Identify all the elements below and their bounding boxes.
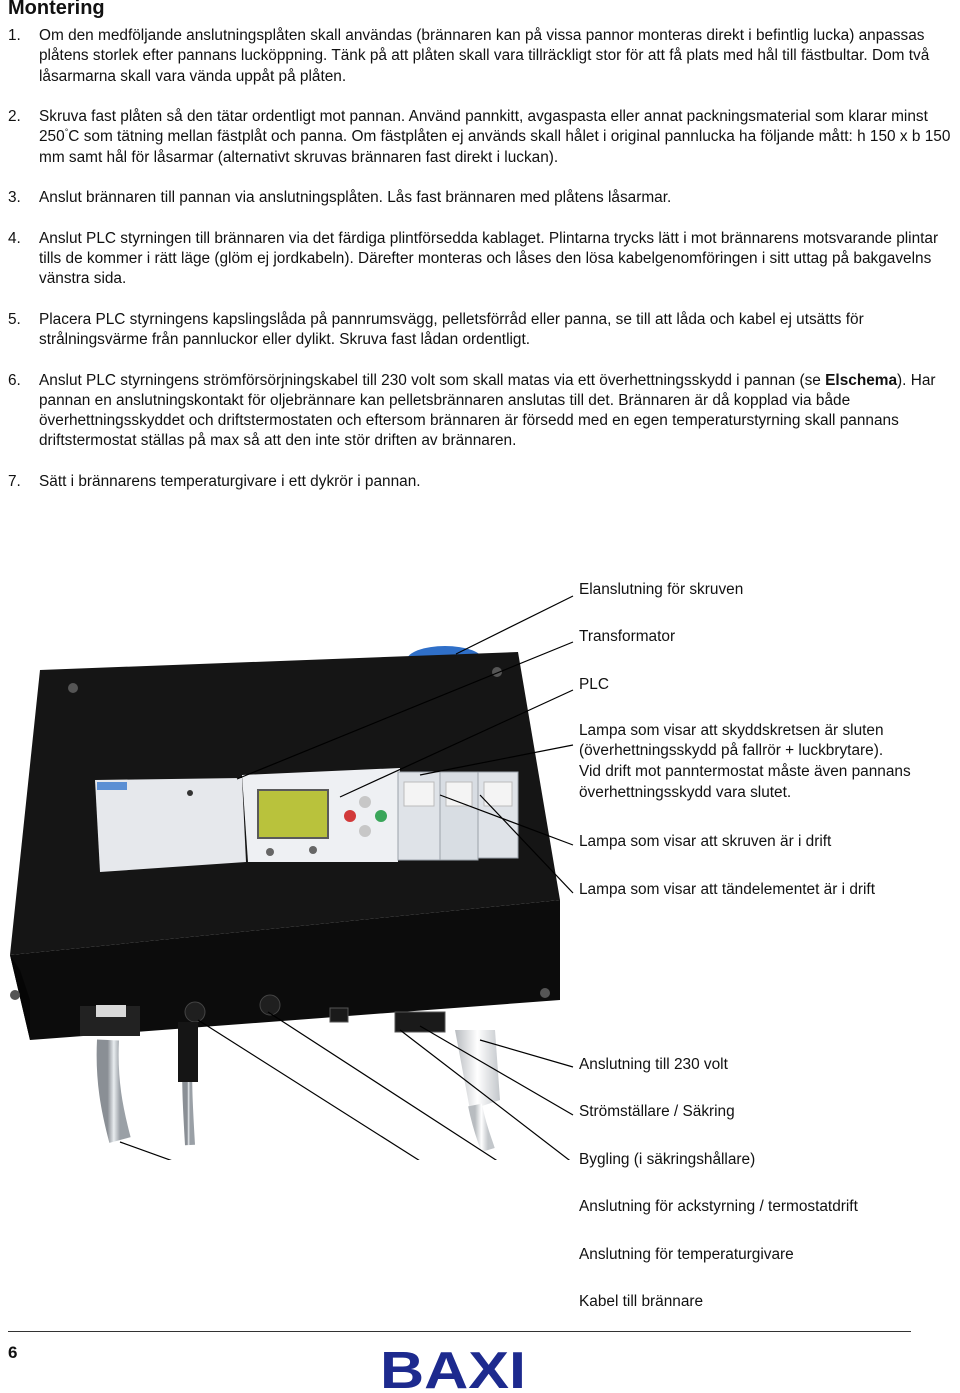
plc-box-photo: [0, 560, 960, 1160]
step-number: 1.: [8, 27, 21, 44]
leader-line: [198, 1020, 573, 1160]
svg-text:BAXI: BAXI: [380, 1344, 526, 1392]
instruction-list: [8, 26, 953, 512]
screw: [68, 683, 78, 693]
callout-anslutning-230: Anslutning till 230 volt: [579, 1056, 728, 1073]
step-3: [8, 188, 953, 208]
callout-kabel: Kabel till brännare: [579, 1293, 704, 1310]
step-text-part: Skruva fast plåten så den tätar ordentligt mot pannan. Använd pannkitt, avgaspasta eller annat packningsmaterial som klarar minst 250: [39, 108, 928, 146]
step-number: 3.: [8, 189, 21, 207]
step-text: Placera PLC styrningens kapslingslåda på pannrumsvägg, pelletsförråd eller panna, se till att låda och kabel ej utsätts för strålningsvärme från pannluckor eller dylikt. Skruva fast lådan ordentligt.: [39, 310, 864, 349]
button-down: [359, 825, 371, 837]
screw: [10, 990, 20, 1000]
callout-lampa-skruv: Lampa som visar att skruven är i drift: [579, 833, 832, 850]
button-left: [344, 810, 356, 822]
step-4: [8, 229, 953, 290]
step-number: 2.: [8, 108, 21, 126]
lcd-display: [258, 790, 328, 838]
step-number: 6.: [8, 371, 21, 389]
sensor-socket: [185, 1002, 205, 1022]
step-text: [39, 371, 953, 452]
step-2: [8, 107, 953, 168]
burner-cable: [108, 1040, 120, 1140]
callout-lampa-skydd-1: Lampa som visar att skyddskretsen är sluten: [579, 722, 884, 739]
callout-elanslutning: Elanslutning för skruven: [579, 581, 744, 598]
step-number: 5.: [8, 310, 21, 328]
step-text-part: C som tätning mellan fästplåt och panna. Om fästplåten ej används skall hålet i original pannlucka ha följande mått: h 150 x b 150 mm samt hål för låsarmar (alternativt skruvas brännaren fast direkt i luckan).: [39, 128, 951, 166]
step-text: [39, 107, 953, 168]
step-number: 7.: [8, 472, 21, 490]
leader-line: [456, 596, 573, 654]
step-text: Anslut PLC styrningen till brännaren via det färdiga plintförsedda kablaget. Plintarna trycks lätt i mot brännarens motsvarande plintar tills de kommer i rätt läge (glöm ej jordkabeln). Därefter monteras och låses den lösa kabelgenomföringen i sitt uttag på bakgavelns vänstra sida.: [39, 229, 939, 288]
callout-plc: PLC: [579, 676, 609, 693]
page-title: Montering: [8, 0, 105, 19]
power-led: [187, 790, 193, 796]
elschema-reference: Elschema: [825, 371, 898, 389]
callout-stromstallare: Strömställare / Säkring: [579, 1103, 735, 1120]
page-number: 6: [8, 1343, 18, 1362]
ps24-module: [95, 778, 246, 872]
callout-bygling: Bygling (i säkringshållare): [579, 1151, 756, 1168]
callout-temperaturgivare: Anslutning för temperaturgivare: [579, 1246, 794, 1263]
callout-lampa-skydd-2: (överhettningsskydd på fallrör + luckbrytare).: [579, 742, 884, 759]
callout-ackstyrning: Anslutning för ackstyrning / termostatdrift: [579, 1198, 858, 1215]
step-text: Sätt i brännarens temperaturgivare i ett dykrör i pannan.: [39, 472, 421, 490]
baxi-logo: [378, 1344, 528, 1392]
footer-divider: [8, 1331, 911, 1332]
step-7: [8, 472, 953, 492]
step-5: [8, 310, 953, 351]
step-6: [8, 371, 953, 452]
callout-lampa-tand: Lampa som visar att tändelementet är i drift: [579, 881, 875, 898]
callout-lampa-skydd-3: Vid drift mot panntermostat måste även pannans: [579, 763, 911, 780]
button-up: [359, 796, 371, 808]
callout-transformator: Transformator: [579, 628, 676, 645]
step-text-part: ). Har pannan en anslutningskontakt för oljebrännare kan pelletsbrännaren anslutas till det. Brännaren är då kopplad via både överhettningsskyddet och driftstermostaten och eftersom brännaren är försedd med en egen temperaturstyrning skall pannans driftstermostat ställas på max så att den inte stör driften av brännaren.: [39, 371, 936, 450]
leader-line: [420, 1026, 573, 1115]
step-number: 4.: [8, 229, 21, 247]
step-text-part: Anslut PLC styrningens strömförsörjningskabel till 230 volt som skall matas via ett överhettningsskydd i pannan (se: [39, 371, 826, 389]
leader-line: [268, 1012, 573, 1160]
switch: [330, 1008, 348, 1022]
button-right: [375, 810, 387, 822]
step-text: Anslut brännaren till pannan via anslutningsplåten. Lås fast brännaren med plåtens låsarmar.: [39, 189, 672, 207]
screw: [540, 988, 550, 998]
fix-tag: [96, 1005, 126, 1017]
power-plug: [455, 1030, 500, 1110]
callout-lampa-skydd-4: överhettningsskydd vara slutet.: [579, 784, 792, 801]
degree-symbol: °: [64, 127, 69, 138]
step-text: Om den medföljande anslutningsplåten skall användas (brännaren kan på vissa pannor monteras direkt i befintlig lucka) anpassas plåtens storlek efter pannans lucköppning. Tänk på att plåten skall vara tillräckligt stor för att få plats med hål till fästbultar. Dom två låsarmarna skall vara vända uppåt på plåten.: [39, 27, 930, 85]
ack-socket: [260, 995, 280, 1015]
fuse-holder: [395, 1012, 445, 1032]
step-1: [8, 26, 953, 87]
